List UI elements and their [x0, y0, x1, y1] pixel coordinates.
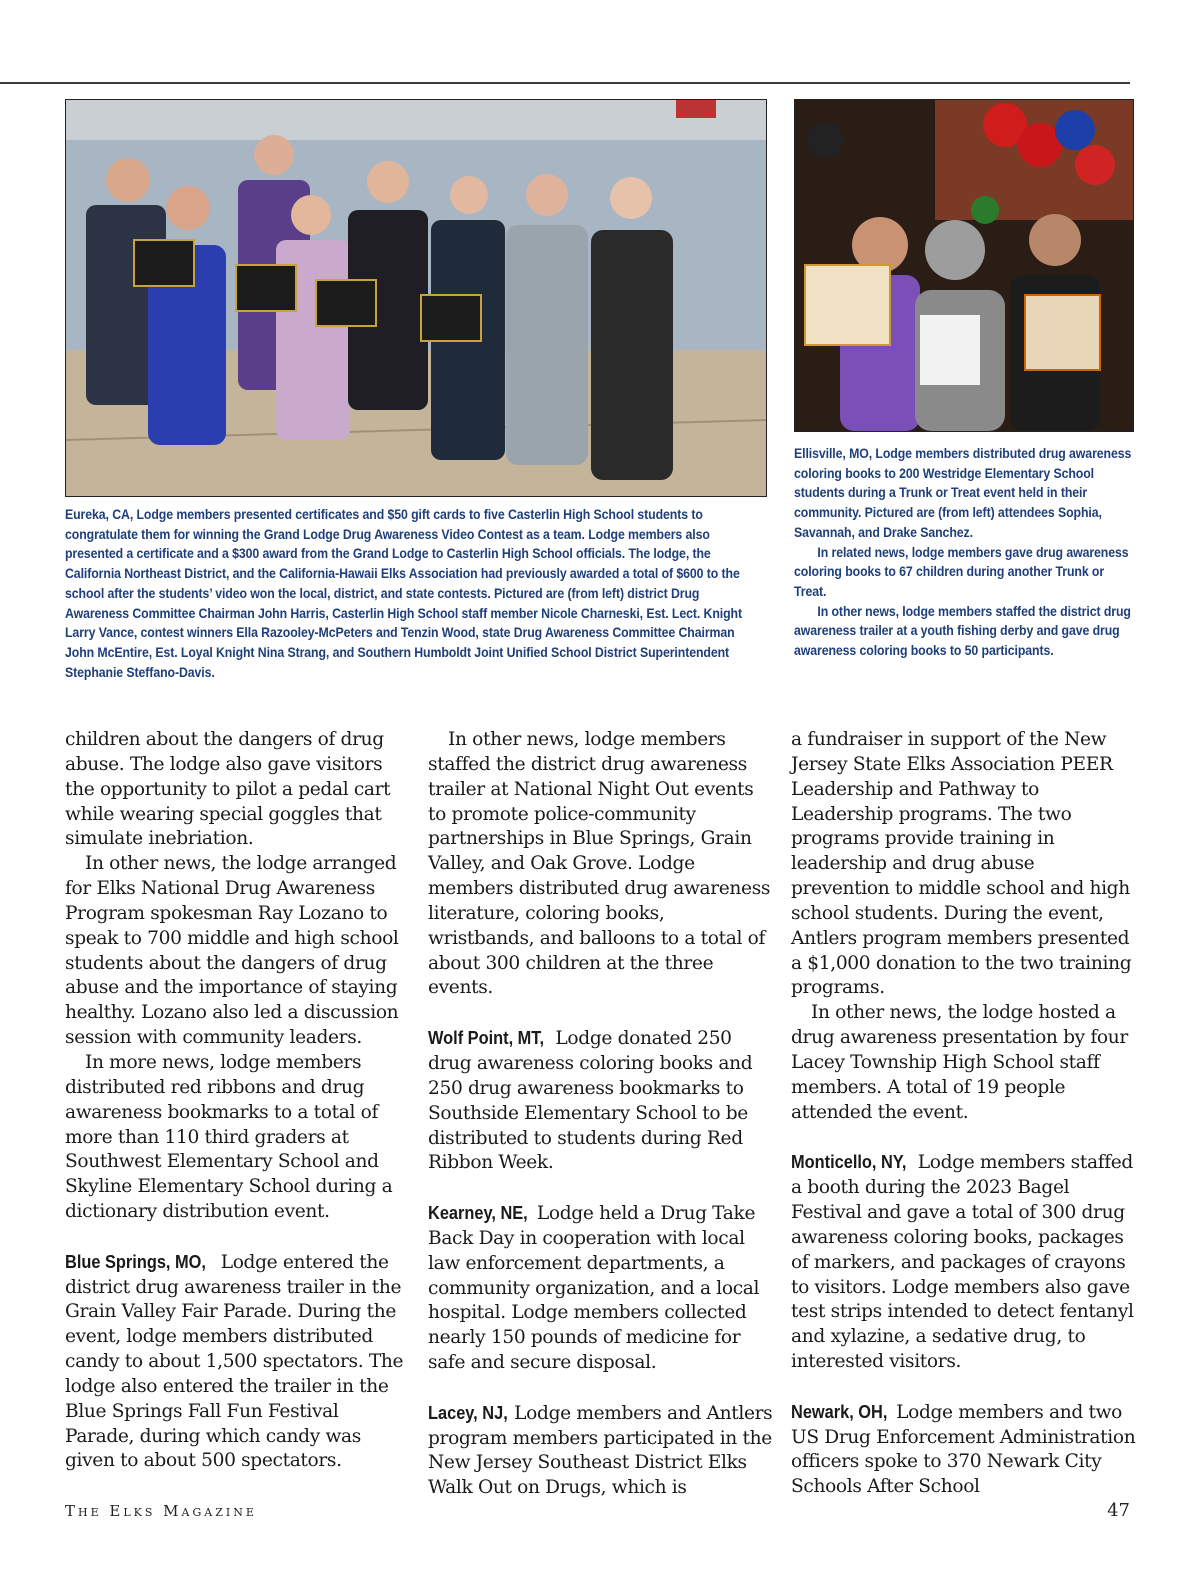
item-text: Lodge held a Drug Take Back Day in cooperation with local law enforcement departments, a community organization, and a local hospital. Lodge members collected nearly 150 pounds of medicine for safe and secure disposal.: [428, 1203, 760, 1374]
item-lead: Kearney, NE,: [428, 1202, 528, 1224]
caption-lead: Eureka, CA,: [65, 507, 134, 522]
caption-lead: Ellisville, MO,: [794, 446, 873, 461]
kearney-item: [428, 1201, 773, 1376]
wolf-point-item: [428, 1026, 773, 1176]
paragraph: In other news, the lodge arranged for Elks National Drug Awareness Program spokesman Ray Lozano to speak to 700 middle and high school students about the dangers of drug abuse and the importance of staying healthy. Lozano also led a discussion session with community leaders.: [65, 853, 399, 1049]
caption-text: Lodge members distributed drug awareness coloring books to 200 Westridge Elementary School students during a Trunk or Treat event held in their community. Pictured are (from left) attendees Sophia, Savannah, and Drake Sanchez.: [794, 446, 1132, 540]
item-text: Lodge entered the district drug awareness trailer in the Grain Valley Fair Parade. During the event, lodge members distributed candy to about 1,500 spectators. The lodge also entered the trailer in the Blue Springs Fall Fun Festival Parade, during which candy was given to about 500 spectators.: [65, 1251, 404, 1472]
item-lead: Blue Springs, MO,: [65, 1250, 206, 1272]
item-text: Lodge members staffed a booth during the 2023 Bagel Festival and gave a total of 300 drug awareness coloring books, packages of markers, and packages of crayons to visitors. Lodge members also gave test strips intended to detect fentanyl and xylazine, a sedative drug, to interested visitors.: [791, 1152, 1134, 1373]
eureka-caption: [65, 505, 758, 682]
paragraph: a fundraiser in support of the New Jersey State Elks Association PEER Leadership and Pathway to Leadership programs. The two programs provide training in leadership and drug abuse prevention to middle school and high school students. During the event, Antlers program members presented a $1,000 donation to the two training programs.: [791, 729, 1132, 999]
caption-paragraph: In other news, lodge members staffed the district drug awareness trailer at a youth fishing derby and gave drug awareness coloring books to 50 participants.: [794, 603, 1131, 659]
eureka-photo-illustration: [66, 100, 766, 496]
lacey-item: [428, 1401, 773, 1501]
item-lead: Lacey, NJ,: [428, 1401, 508, 1423]
paragraph: In other news, the lodge hosted a drug awareness presentation by four Lacey Township High School staff members. A total of 19 people attended the event.: [791, 1002, 1128, 1123]
item-text: Lodge members and two US Drug Enforcement Administration officers spoke to 370 Newark City Schools After School: [791, 1401, 1136, 1498]
item-text: Lodge members and Antlers program members participated in the New Jersey Southeast District Elks Walk Out on Drugs, which is: [428, 1402, 773, 1499]
item-text: Lodge donated 250 drug awareness coloring books and 250 drug awareness bookmarks to Southside Elementary School to be distributed to students during Red Ribbon Week.: [428, 1028, 753, 1174]
magazine-title: The Elks Magazine: [65, 1502, 257, 1520]
monticello-item: [791, 1150, 1136, 1375]
paragraph: children about the dangers of drug abuse. The lodge also gave visitors the opportunity to pilot a pedal cart while wearing special goggles that simulate inebriation.: [65, 729, 391, 850]
top-rule: [0, 82, 1130, 84]
caption-paragraph: In related news, lodge members gave drug awareness coloring books to 67 children during another Trunk or Treat.: [794, 544, 1129, 599]
paragraph: In more news, lodge members distributed red ribbons and drug awareness bookmarks to a total of more than 110 third graders at Southwest Elementary School and Skyline Elementary School during a dictionary distribution event.: [65, 1051, 393, 1223]
item-lead: Monticello, NY,: [791, 1151, 907, 1173]
ellisville-photo-illustration: [795, 100, 1133, 431]
eureka-group-photo: [65, 99, 767, 497]
newark-item: [791, 1400, 1136, 1500]
column-3: [791, 728, 1136, 1500]
caption-text: Lodge members presented certificates and $50 gift cards to five Casterlin High School students to congratulate them for winning the Grand Lodge Drug Awareness Video Contest as a team. Lodge members also presented a certificate and a $300 award from the Grand Lodge to Casterlin High School officials. The lodge, the California Northeast District, and the California-Hawaii Elks Association had previously awarded a total of $600 to the school after the students’ video won the local, district, and state contests. Pictured are (from left) district Drug Awareness Committee Chairman John Harris, Casterlin High School staff member Nicole Charneski, Est. Lect. Knight Larry Vance, contest winners Ella Razooley-McPeters and Tenzin Wood, state Drug Awareness Committee Chairman John McEntire, Est. Loyal Knight Nina Strang, and Southern Humboldt Joint Unified School District Superintendent Stephanie Steffano-Davis.: [65, 507, 742, 680]
blue-springs-item: [65, 1250, 410, 1475]
page-number: 47: [1107, 1500, 1130, 1521]
column-2: [428, 728, 773, 1501]
ellisville-children-photo: [794, 99, 1134, 432]
paragraph: In other news, lodge members staffed the district drug awareness trailer at National Night Out events to promote police-community partnerships in Blue Springs, Grain Valley, and Oak Grove. Lodge members distributed drug awareness literature, coloring books, wristbands, and balloons to a total of about 300 children at the three events.: [428, 729, 771, 999]
column-1: [65, 728, 410, 1474]
item-lead: Newark, OH,: [791, 1400, 888, 1422]
item-lead: Wolf Point, MT,: [428, 1027, 545, 1049]
ellisville-caption: [794, 444, 1134, 661]
